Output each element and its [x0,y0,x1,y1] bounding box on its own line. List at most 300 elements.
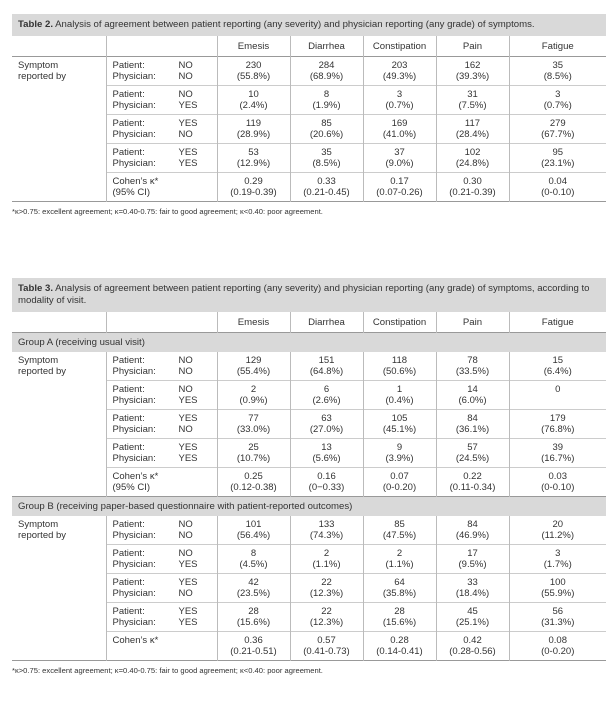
kappa-value: 0.22 [463,471,482,482]
count-value: 53 [248,147,259,158]
count-value: 85 [394,519,405,530]
kappa-label-cell [106,173,217,202]
count-cell [217,144,290,173]
table-2-title: Analysis of agreement between patient reporting (any severity) and physician reporting (any grade) of symptoms. [55,19,535,30]
reporter-cell [106,439,217,468]
patient-label: Patient: [112,442,145,453]
count-value: 284 [318,60,335,71]
count-cell [217,410,290,439]
patient-label: Patient: [112,548,145,559]
kappa-value: 0.07 [390,471,409,482]
row-group-label [12,144,106,173]
count-value: 56 [552,606,564,617]
count-cell [509,144,606,173]
count-cell [217,381,290,410]
patient-line [107,519,217,530]
count-value: 129 [245,355,262,366]
count-value: 105 [391,413,408,424]
count-cell [217,603,290,632]
count-value: 2 [323,548,330,559]
count-cell [290,144,363,173]
kappa-value: 0.04 [548,176,567,187]
table-3-footnote: *κ>0.75: excellent agreement; κ=0.40-0.75: fair to good agreement; κ<0.40: poor agreement. [12,666,323,675]
count-value: 31 [467,89,478,100]
count-cell [217,574,290,603]
table-2 [12,14,606,216]
kappa-ci: (0-0.10) [541,187,575,198]
kappa-ci: (0-0.20) [382,482,417,493]
count-value: 57 [467,442,478,453]
count-value: 64 [394,577,405,588]
physician-value: YES [178,453,198,464]
count-value: 3 [396,89,403,100]
row-group-label [12,173,106,202]
column-header-pain: Pain [436,312,509,333]
column-header-constipation: Constipation [363,36,436,57]
kappa-cell [290,632,363,661]
patient-line [107,60,217,71]
count-value: 3 [555,89,561,100]
table-row [12,574,606,603]
count-cell [436,381,509,410]
kappa-ci: (0.19-0.39) [230,187,277,198]
count-value: 119 [245,118,262,129]
count-ci: (67.7%) [541,129,575,140]
count-cell [509,516,606,545]
patient-value: NO [178,355,193,366]
count-value: 28 [394,606,405,617]
count-ci: (12.3%) [309,588,344,599]
count-ci: (39.3%) [455,71,490,82]
kappa-ci: (0−0.33) [308,482,345,493]
row-group-label [12,632,106,661]
kappa-ci-label: (95% CI) [112,187,150,198]
count-value: 1 [396,384,403,395]
count-ci: (7.5%) [458,100,487,111]
count-value: 78 [467,355,478,366]
patient-value: YES [178,606,198,617]
physician-line [107,100,217,111]
count-value: 100 [549,577,566,588]
patient-line [107,606,217,617]
physician-value: NO [178,366,193,377]
count-ci: (55.9%) [541,588,575,599]
table-2-caption [12,14,606,36]
count-ci: (56.4%) [236,530,271,541]
kappa-ci: (0.12-0.38) [230,482,277,493]
count-cell [290,516,363,545]
count-cell [290,352,363,381]
count-value: 33 [467,577,478,588]
patient-line [107,355,217,366]
patient-value: NO [178,548,193,559]
physician-line [107,366,217,377]
count-cell [363,439,436,468]
kappa-cell [217,468,290,497]
count-value: 22 [321,606,332,617]
count-ci: (11.2%) [541,530,575,541]
count-ci: (15.6%) [382,617,417,628]
kappa-value: 0.57 [317,635,336,646]
table-2-footnote: *κ>0.75: excellent agreement; κ=0.40-0.75: fair to good agreement; κ<0.40: poor agreement. [12,207,323,216]
physician-value: YES [178,395,198,406]
physician-line [107,71,217,82]
count-value: 13 [321,442,332,453]
physician-value: NO [178,588,193,599]
count-cell [217,352,290,381]
table-2-label: Table 2. [18,19,54,30]
kappa-ci-label: (95% CI) [112,482,150,493]
count-value: 2 [250,384,257,395]
physician-label: Physician: [112,71,156,82]
patient-line [107,147,217,158]
kappa-cell [509,468,606,497]
table-3-title: Analysis of agreement between patient reporting (any severity) and physician reporting (any grade) of symptoms, according to modality of visit. [18,283,590,306]
column-header-fatigue: Fatigue [509,36,606,57]
physician-value: YES [178,100,198,111]
table-row [12,115,606,144]
count-value: 118 [391,355,408,366]
count-cell [436,603,509,632]
physician-label: Physician: [112,453,156,464]
patient-value: NO [178,384,193,395]
physician-value: NO [178,424,193,435]
count-ci: (10.7%) [236,453,271,464]
reporter-cell [106,545,217,574]
count-value: 133 [318,519,335,530]
column-header-diarrhea: Diarrhea [290,36,363,57]
count-value: 85 [321,118,332,129]
count-ci: (18.4%) [455,588,490,599]
row-group-label [12,516,106,545]
count-ci: (28.4%) [455,129,490,140]
column-header-constipation: Constipation [363,312,436,333]
kappa-row [12,173,606,202]
kappa-value: 0.17 [390,176,409,187]
row-group-label [12,410,106,439]
count-cell [436,86,509,115]
table-row [12,57,606,86]
physician-label: Physician: [112,588,156,599]
table-row [12,381,606,410]
count-ci: (1.9%) [312,100,341,111]
count-cell [509,574,606,603]
column-header-emesis: Emesis [217,36,290,57]
count-cell [436,574,509,603]
count-ci: (46.9%) [455,530,490,541]
count-cell [363,57,436,86]
count-ci: (24.8%) [455,158,490,169]
count-value: 203 [391,60,408,71]
physician-line [107,158,217,169]
reporter-cell [106,144,217,173]
table-row [12,603,606,632]
patient-label: Patient: [112,577,145,588]
count-value: 22 [321,577,332,588]
reporter-cell [106,115,217,144]
kappa-ci: (0.28-0.56) [449,646,496,657]
count-ci: (25.1%) [455,617,490,628]
count-cell [290,115,363,144]
kappa-ci: (0.21-0.39) [449,187,496,198]
table-3 [12,278,606,675]
count-cell [290,603,363,632]
row-group-label-line1: Symptom [18,355,59,366]
count-cell [363,410,436,439]
kappa-cell [436,173,509,202]
table-row [12,86,606,115]
reporter-cell [106,516,217,545]
table-row [12,352,606,381]
table-row [12,439,606,468]
count-cell [509,57,606,86]
row-group-label-line2: reported by [18,530,67,541]
group-title: Group A (receiving usual visit) [12,333,606,353]
count-cell [509,86,606,115]
count-ci: (5.6%) [312,453,341,464]
count-ci: (0.7%) [385,100,414,111]
table-3-caption [12,278,606,312]
patient-value: YES [178,577,198,588]
count-value: 42 [248,577,259,588]
kappa-value: 0.16 [317,471,336,482]
count-cell [363,574,436,603]
count-cell [217,115,290,144]
count-ci: (55.8%) [236,71,271,82]
reporter-cell [106,352,217,381]
count-cell [363,381,436,410]
count-cell [363,86,436,115]
count-cell [217,545,290,574]
kappa-value: 0.29 [244,176,263,187]
physician-label: Physician: [112,424,156,435]
count-cell [436,439,509,468]
count-cell [290,574,363,603]
physician-line [107,559,217,570]
kappa-cell [363,632,436,661]
physician-label: Physician: [112,617,156,628]
kappa-ci: (0.21-0.51) [230,646,277,657]
kappa-row [12,468,606,497]
row-group-label [12,574,106,603]
row-group-label [12,545,106,574]
count-ci: (9.5%) [458,559,487,570]
count-cell [436,144,509,173]
physician-line [107,424,217,435]
physician-value: YES [178,158,198,169]
count-value: 151 [318,355,335,366]
patient-label: Patient: [112,89,145,100]
group-title: Group B (receiving paper-based questionnaire with patient-reported outcomes) [12,497,606,517]
table-3-label: Table 3. [18,283,54,294]
column-header-diarrhea: Diarrhea [290,312,363,333]
patient-label: Patient: [112,606,145,617]
reporter-cell [106,410,217,439]
count-cell [363,603,436,632]
count-value: 84 [467,413,478,424]
count-ci: (1.1%) [312,559,341,570]
count-ci: (8.5%) [312,158,341,169]
count-value: 3 [555,548,561,559]
row-group-label-line1: Symptom [18,519,59,530]
count-value: 17 [467,548,478,559]
row-group-label [12,381,106,410]
patient-label: Patient: [112,147,145,158]
kappa-label: Cohen’s κ* [112,635,159,646]
count-ci: (12.3%) [309,617,344,628]
table-row [12,545,606,574]
count-cell [217,86,290,115]
patient-value: YES [178,413,198,424]
row-group-label [12,115,106,144]
count-cell [509,381,606,410]
count-cell [290,57,363,86]
physician-line [107,453,217,464]
count-cell [509,603,606,632]
count-cell [363,516,436,545]
count-cell [290,410,363,439]
count-value: 279 [549,118,566,129]
kappa-ci: (0.14-0.41) [376,646,423,657]
count-cell [509,439,606,468]
count-ci: (6.0%) [458,395,487,406]
count-ci: (64.8%) [309,366,344,377]
patient-line [107,413,217,424]
count-ci: (45.1%) [382,424,417,435]
row-group-label [12,468,106,497]
physician-line [107,530,217,541]
count-ci: (4.5%) [239,559,268,570]
count-ci: (27.0%) [309,424,344,435]
count-value: 37 [394,147,405,158]
kappa-label-cell [106,632,217,661]
physician-label: Physician: [112,158,156,169]
kappa-cell [217,632,290,661]
physician-label: Physician: [112,100,156,111]
count-value: 84 [467,519,478,530]
patient-line [107,384,217,395]
reporter-cell [106,381,217,410]
row-group-label-line2: reported by [18,366,67,377]
count-value: 28 [248,606,259,617]
count-ci: (28.9%) [236,129,271,140]
kappa-value: 0.28 [390,635,409,646]
count-value: 102 [464,147,481,158]
count-value: 6 [323,384,330,395]
count-ci: (1.7%) [543,559,572,570]
kappa-cell [436,468,509,497]
count-value: 20 [552,519,564,530]
row-group-label [12,86,106,115]
patient-label: Patient: [112,60,145,71]
count-cell [436,410,509,439]
kappa-ci: (0-0.10) [541,482,575,493]
patient-value: YES [178,147,198,158]
count-ci: (55.4%) [236,366,271,377]
count-value: 15 [552,355,564,366]
kappa-ci: (0.11-0.34) [449,482,496,493]
count-value: 77 [248,413,259,424]
count-ci: (33.5%) [455,366,490,377]
physician-value: YES [178,617,198,628]
count-ci: (31.3%) [541,617,575,628]
group-header-row [12,497,606,517]
count-value: 101 [245,519,262,530]
kappa-ci: (0-0.20) [541,646,575,657]
patient-label: Patient: [112,118,145,129]
patient-label: Patient: [112,384,145,395]
physician-value: NO [178,71,193,82]
count-value: 2 [396,548,403,559]
count-value: 169 [391,118,408,129]
count-value: 0 [555,384,561,395]
kappa-cell [509,173,606,202]
kappa-label: Cohen’s κ* [112,471,159,482]
count-ci: (23.1%) [541,158,575,169]
table-row [12,410,606,439]
row-group-label-line1: Symptom [18,60,59,71]
patient-line [107,118,217,129]
patient-label: Patient: [112,413,145,424]
patient-label: Patient: [112,519,145,530]
count-ci: (15.6%) [236,617,271,628]
count-cell [509,545,606,574]
patient-line [107,89,217,100]
count-value: 179 [549,413,566,424]
count-ci: (2.6%) [312,395,341,406]
count-ci: (9.0%) [385,158,414,169]
kappa-cell [217,173,290,202]
count-cell [363,115,436,144]
row-group-label [12,57,106,86]
count-ci: (47.5%) [382,530,417,541]
count-ci: (76.8%) [541,424,575,435]
count-ci: (0.4%) [385,395,414,406]
count-value: 117 [464,118,481,129]
count-cell [509,352,606,381]
row-group-label-line2: reported by [18,71,67,82]
reporter-cell [106,603,217,632]
physician-label: Physician: [112,129,156,140]
count-value: 10 [248,89,259,100]
count-value: 95 [552,147,564,158]
count-ci: (0.9%) [239,395,268,406]
physician-value: YES [178,559,198,570]
count-value: 8 [323,89,330,100]
count-ci: (0.7%) [543,100,572,111]
count-value: 45 [467,606,478,617]
count-value: 25 [248,442,259,453]
count-ci: (35.8%) [382,588,417,599]
kappa-value: 0.30 [463,176,482,187]
physician-label: Physician: [112,366,156,377]
count-cell [436,352,509,381]
kappa-cell [290,173,363,202]
count-ci: (23.5%) [236,588,271,599]
kappa-ci: (0.21-0.45) [303,187,350,198]
kappa-value: 0.03 [548,471,567,482]
kappa-cell [436,632,509,661]
count-cell [436,115,509,144]
physician-line [107,129,217,140]
count-cell [290,86,363,115]
count-ci: (50.6%) [382,366,417,377]
table-row [12,144,606,173]
count-value: 14 [467,384,478,395]
group-header-row [12,333,606,353]
patient-line [107,577,217,588]
count-value: 35 [552,60,564,71]
